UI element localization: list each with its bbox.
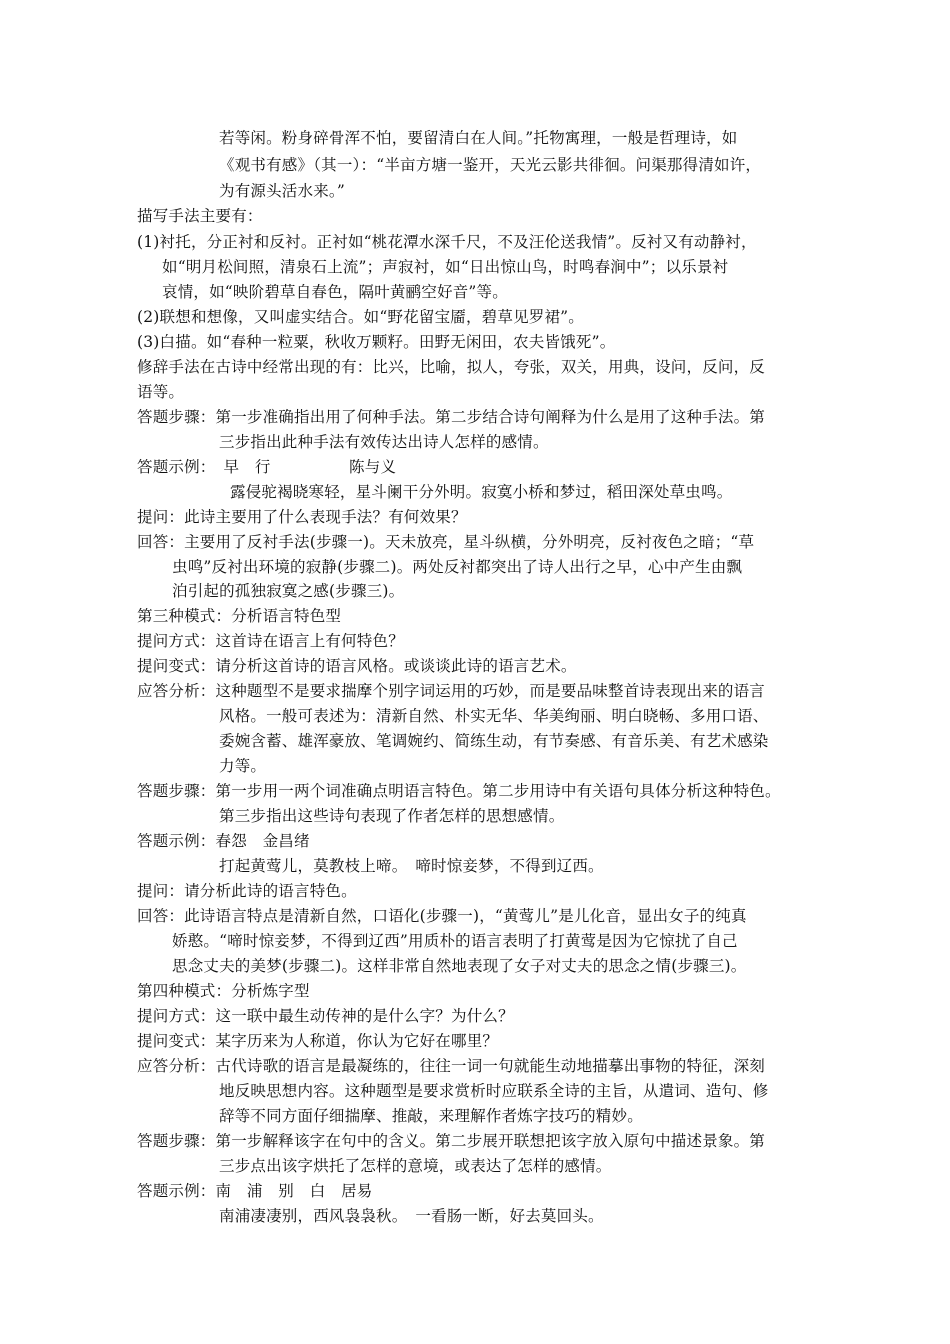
text-line: 委婉含蓄、雄浑豪放、笔调婉约、简练生动，有节奏感、有音乐美、有艺术感染 (219, 732, 769, 750)
text-line: 风格。一般可表述为：清新自然、朴实无华、华美绚丽、明白晓畅、多用口语、 (219, 707, 769, 725)
text-line: 力等。 (219, 757, 267, 775)
text-line: 答题步骤：第一步准确指出用了何种手法。第二步结合诗句阐释为什么是用了这种手法。第 (137, 408, 766, 426)
text-line: 提问：此诗主要用了什么表现手法？有何效果？ (137, 508, 467, 526)
section-heading: 第四种模式：分析炼字型 (137, 982, 310, 1000)
poem-line: 露侵驼褐晓寒轻，星斗阑干分外明。寂寞小桥和梦过，稻田深处草虫鸣。 (230, 483, 733, 501)
text-line: 答题步骤：第一步用一两个词准确点明语言特色。第二步用诗中有关语句具体分析这种特色。 (137, 782, 781, 800)
example-header: 答题示例：南 浦 别 白 居易 (137, 1182, 373, 1200)
text-line: (1)衬托，分正衬和反衬。正衬如“桃花潭水深千尺，不及汪伦送我情”。反衬又有动静衬， (137, 233, 757, 251)
text-line: 三步点出该字烘托了怎样的意境，或表达了怎样的感情。 (219, 1157, 612, 1175)
text-line: 回答：主要用了反衬手法(步骤一)。天未放亮，星斗纵横，分外明亮，反衬夜色之暗；“草 (137, 533, 755, 551)
text-line: 三步指出此种手法有效传达出诗人怎样的感情。 (219, 433, 549, 451)
text-line: 提问变式：某字历来为人称道，你认为它好在哪里？ (137, 1032, 499, 1050)
text-line: 提问变式：请分析这首诗的语言风格。或谈谈此诗的语言艺术。 (137, 657, 577, 675)
text-line: 应答分析：这种题型不是要求揣摩个别字词运用的巧妙，而是要品味整首诗表现出来的语言 (137, 682, 766, 700)
text-line: 语等。 (137, 383, 185, 401)
text-line: 修辞手法在古诗中经常出现的有：比兴，比喻，拟人，夸张，双关，用典，设问，反问，反 (137, 358, 766, 376)
poem-line: 南浦凄凄别，西风袅袅秋。 一看肠一断，好去莫回头。 (219, 1207, 604, 1225)
text-line: (2)联想和想像，又叫虚实结合。如“野花留宝靥，碧草见罗裙”。 (137, 308, 585, 326)
poem-line: 打起黄莺儿，莫教枝上啼。 啼时惊妾梦，不得到辽西。 (219, 857, 604, 875)
text-line: (3)白描。如“春种一粒粟，秋收万颗籽。田野无闲田，农夫皆饿死”。 (137, 333, 616, 351)
text-line: 如“明月松间照，清泉石上流”；声寂衬，如“日出惊山鸟，时鸣春涧中”；以乐景衬 (162, 258, 729, 276)
text-line: 虫鸣”反衬出环境的寂静(步骤二)。两处反衬都突出了诗人出行之早，心中产生由飘 (172, 558, 743, 576)
text-line: 第三步指出这些诗句表现了作者怎样的思想感情。 (219, 807, 565, 825)
text-line: 若等闲。粉身碎骨浑不怕，要留清白在人间。”托物寓理，一般是哲理诗，如 (219, 129, 738, 147)
text-line: 娇憨。“啼时惊妾梦，不得到辽西”用质朴的语言表明了打黄莺是因为它惊扰了自己 (172, 932, 738, 950)
text-line: 提问：请分析此诗的语言特色。 (137, 882, 357, 900)
text-line: 为有源头活水来。” (219, 182, 345, 200)
text-line: 答题步骤：第一步解释该字在句中的含义。第二步展开联想把该字放入原句中描述景象。第 (137, 1132, 766, 1150)
text-line: 《观书有感》（其一）：“半亩方塘一鉴开，天光云影共徘徊。问渠那得清如许， (219, 156, 762, 174)
section-heading: 第三种模式：分析语言特色型 (137, 607, 342, 625)
section-heading: 描写手法主要有： (137, 207, 263, 225)
text-line: 应答分析：古代诗歌的语言是最凝练的，往往一词一句就能生动地描摹出事物的特征，深刻 (137, 1057, 766, 1075)
text-line: 泊引起的孤独寂寞之感(步骤三)。 (172, 582, 405, 600)
example-header: 答题示例：春怨 金昌绪 (137, 832, 310, 850)
text-line: 回答：此诗语言特点是清新自然，口语化(步骤一)，“黄莺儿”是儿化音，显出女子的纯真 (137, 907, 747, 925)
text-line: 思念丈夫的美梦(步骤二)。这样非常自然地表现了女子对丈夫的思念之情(步骤三)。 (172, 957, 747, 975)
text-line: 辞等不同方面仔细揣摩、推敲，来理解作者炼字技巧的精妙。 (219, 1107, 643, 1125)
example-header: 答题示例： 早 行 陈与义 (137, 458, 397, 476)
text-line: 地反映思想内容。这种题型是要求赏析时应联系全诗的主旨，从遣词、造句、修 (219, 1082, 769, 1100)
text-line: 提问方式：这一联中最生动传神的是什么字？为什么？ (137, 1007, 514, 1025)
text-line: 提问方式：这首诗在语言上有何特色？ (137, 632, 404, 650)
text-line: 哀情，如“映阶碧草自春色，隔叶黄鹂空好音”等。 (162, 283, 508, 301)
